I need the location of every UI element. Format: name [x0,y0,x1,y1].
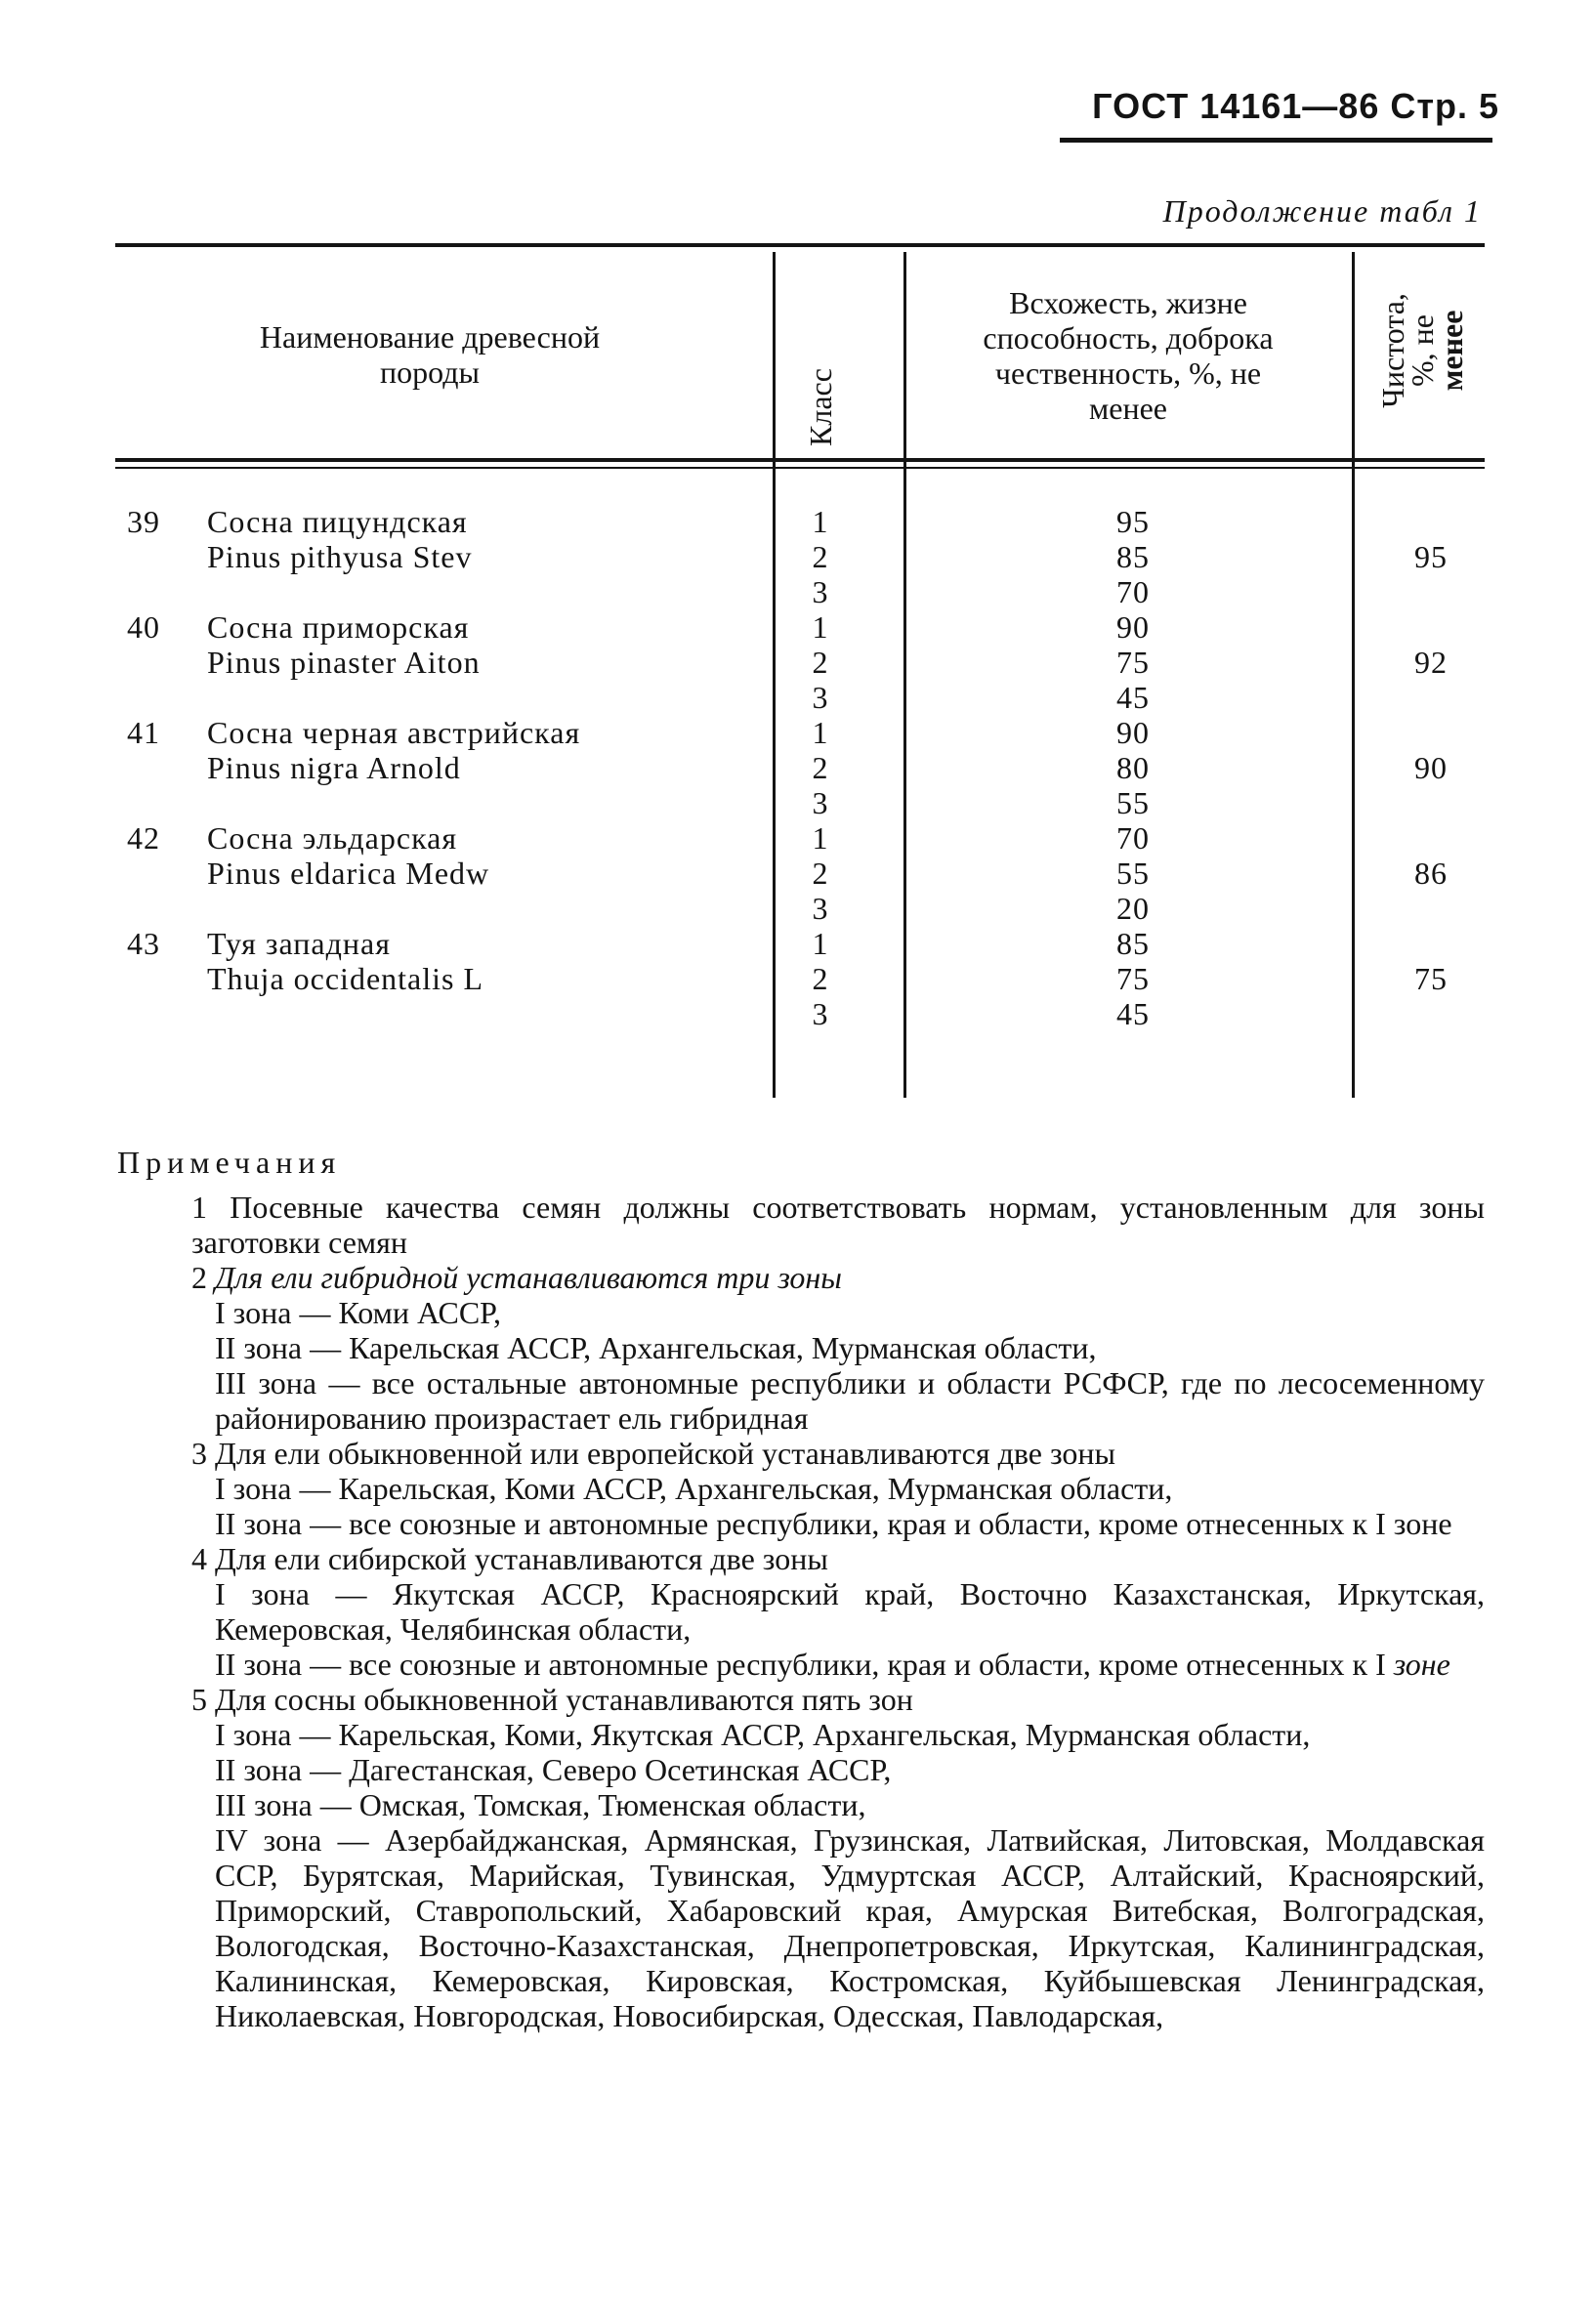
class-values: 1 2 3 [812,504,829,609]
row-number: 41 [127,715,160,750]
note-5-zone-1: I зона — Карельская, Коми, Якутская АССР, Архангельская, Мурманская области, [215,1717,1311,1752]
purity-value: 92 [1414,645,1448,680]
seed-quality-table [0,0,1596,1113]
note-3-zone-2: II зона — все союзные и автономные республики, края и области, кроме отнесенных к I зоне [215,1506,1452,1541]
note-4-zone-1: I зона — Якутская АССР, Красноярский край, Восточно Казахстанская, Иркутская, Кемеровская, Челябинская области, [215,1576,1485,1647]
germination-values: 70 55 20 [1116,820,1150,926]
species-name: Сосна приморская Pinus pinaster Aiton [207,609,481,680]
row-number: 39 [127,504,160,539]
row-number: 43 [127,926,160,961]
column-divider-3 [1352,252,1355,1098]
column-header-purity: Чистота, %, не менее [1375,293,1469,408]
purity-value: 75 [1414,961,1448,996]
note-5: 5 Для сосны обыкновенной устанавливаются пять зон [191,1682,913,1717]
class-values: 1 2 3 [812,715,829,820]
note-5-zone-4: IV зона — Азербайджанская, Армянская, Грузинская, Латвийская, Литовская, Молдавская ССР, Бурятская, Марийская, Тувинская, Удмуртская АССР, Алтайский, Красноярский, Приморский, Ставропольский, Хабаровский края, Амурская Витебская, Волгоградская, Вологодская, Восточно-Казахстанская, Днепропетровская, Иркутская, Калининградская, Калининская, Кемеровская, Кировская, Костромская, Куйбышевская Ленинградская, Николаевская, Новгородская, Новосибирская, Одесская, Павлодарская, [215,1822,1485,2033]
germination-values: 95 85 70 [1116,504,1150,609]
row-number: 42 [127,820,160,856]
germination-values: 85 75 45 [1116,926,1150,1031]
note-4-zone-2: II зона — все союзные и автономные республики, края и области, кроме отнесенных к I зоне [215,1647,1450,1682]
purity-value: 90 [1414,750,1448,785]
column-header-germination: Всхожесть, жизне способность, доброка чественность, %, не менее [983,285,1274,426]
species-name: Сосна пицундская Pinus pithyusa Stev [207,504,473,574]
germination-values: 90 75 45 [1116,609,1150,715]
class-values: 1 2 3 [812,609,829,715]
class-values: 1 2 3 [812,820,829,926]
species-name: Сосна эльдарская Pinus eldarica Medw [207,820,490,891]
notes-title: Примечания [117,1145,342,1180]
note-3: 3 Для ели обыкновенной или европейской устанавливаются две зоны [191,1436,1116,1471]
note-3-zone-1: I зона — Карельская, Коми АССР, Архангельская, Мурманская области, [215,1471,1173,1506]
table-continuation-label: Продолжение табл 1 [1162,193,1482,229]
purity-value: 95 [1414,539,1448,574]
note-2-zone-2: II зона — Карельская АССР, Архангельская, Мурманская области, [215,1330,1097,1365]
note-2-zone-1: I зона — Коми АССР, [215,1295,501,1330]
notes-section [117,1145,1485,2033]
table-header-rule [115,458,1485,462]
note-4: 4 Для ели сибирской устанавливаются две зоны [191,1541,828,1576]
note-1: 1 Посевные качества семян должны соответствовать нормам, установленным для зоны заготовки семян [191,1190,1485,1260]
germination-values: 90 80 55 [1116,715,1150,820]
column-header-name: Наименование древесной породы [259,319,601,390]
note-2: 2 Для ели гибридной устанавливаются три зоны [191,1260,842,1295]
column-divider-2 [903,252,906,1098]
purity-value: 86 [1414,856,1448,891]
note-5-zone-2: II зона — Дагестанская, Северо Осетинская АССР, [215,1752,892,1787]
table-top-rule [115,243,1485,247]
class-values: 1 2 3 [812,926,829,1031]
species-name: Сосна черная австрийская Pinus nigra Arnold [207,715,581,785]
column-divider-1 [773,252,776,1098]
species-name: Туя западная Thuja occidentalis L [207,926,484,996]
page-header: ГОСТ 14161—86 Стр. 5 [1092,86,1499,126]
table-header-rule-2 [115,467,1485,469]
note-2-zone-3: III зона — все остальные автономные республики и области РСФСР, где по лесосеменному районированию произрастает ель гибридная [215,1365,1485,1436]
note-5-zone-3: III зона — Омская, Томская, Тюменская области, [215,1787,866,1822]
row-number: 40 [127,609,160,645]
column-header-class: Класс [803,368,838,446]
